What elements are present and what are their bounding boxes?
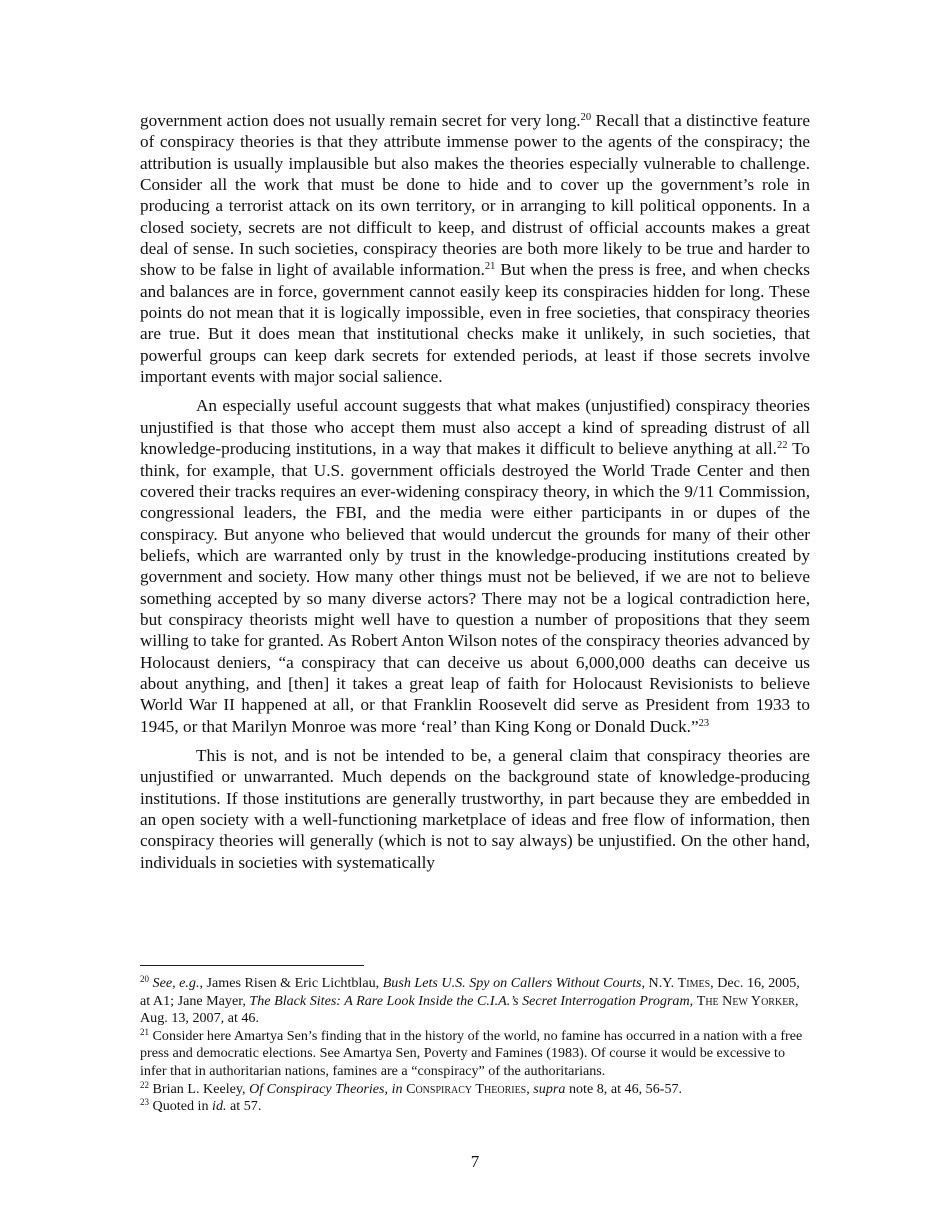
- text-run: To think, for example, that U.S. government officials destroyed the World Trade Center and then covered their tracks requires an ever-widening conspiracy theory, in which the 9/11 Commission, congressional leaders, the FBI, and the media were either participants in or dupes of the conspiracy. But anyone who believed that would undercut the grounds for many of their other beliefs, which are warranted only by trust in the knowledge-producing institutions created by government and society. How many other things must not be believed, if we are not to believe something accepted by so many diverse actors? There may not be a logical contradiction here, but conspiracy theorists might well have to question a number of propositions that they seem willing to take for granted. As Robert Anton Wilson notes of the conspiracy theories advanced by Holocaust deniers, “a conspiracy that can deceive us about 6,000,000 deaths can deceive us about anything, and [then] it takes a great leap of faith for Holocaust Revisionists to believe World War II happened at all, or that Franklin Roosevelt did serve as President from 1933 to 1945, or that Marilyn Monroe was more ‘real’ than King Kong or Donald Duck.”: [140, 439, 810, 736]
- footnote-22: [140, 1081, 810, 1099]
- text-run: An especially useful account suggests that what makes (unjustified) conspiracy theories unjustified is that those who accept them must also accept a kind of spreading distrust of all knowledge-producing institutions, in a way that makes it difficult to believe anything at all.: [140, 396, 810, 459]
- text-run: at 57.: [226, 1098, 262, 1115]
- text-run: ,: [689, 992, 697, 1009]
- signal-italic: supra: [533, 1080, 566, 1097]
- footnote-ref-22[interactable]: 22: [776, 440, 788, 452]
- footnote-number: 20: [140, 974, 149, 984]
- footnotes: [140, 975, 810, 1116]
- article-title: Bush Lets U.S. Spy on Callers Without Courts: [382, 975, 642, 991]
- text-run: ,: [526, 1080, 534, 1097]
- body-text: [140, 110, 810, 881]
- footnote-ref-20[interactable]: 20: [580, 112, 592, 123]
- footnote-ref-21[interactable]: 21: [484, 261, 496, 273]
- text-run: Recall that a distinctive feature of conspiracy theories is that they attribute immense power to the agents of the conspiracy; the attribution is usually implausible but also makes the theories especially vulnerable to challenge. Consider all the work that must be done to hide and to cover up the government’s role in producing a terrorist attack on its own territory, or in arranging to kill political opponents. In a closed society, secrets are not difficult to keep, and distrust of official accounts makes a great deal of sense. In such societies, conspiracy theories are both more likely to be true and harder to show to be false in light of available information.: [140, 111, 811, 280]
- footnote-21: [140, 1028, 810, 1081]
- footnote-number: 22: [140, 1079, 149, 1090]
- text-run: Brian L. Keeley,: [149, 1080, 250, 1097]
- article-title: Of Conspiracy Theories: [249, 1080, 385, 1097]
- footnote-number: 23: [140, 1097, 149, 1108]
- text-run: But when the press is free, and when checks and balances are in force, government cannot easily keep its conspiracies hidden for long. These points do not mean that it is logically impossible, even in free societies, that conspiracy theories are true. But it does mean that institutional checks make it unlikely, in such societies, that powerful groups can keep dark secrets for extended periods, at least if those secrets involve important events with major social salience.: [140, 260, 810, 387]
- footnote-number: 21: [140, 1026, 149, 1037]
- publication-name: Times: [677, 975, 711, 991]
- footnote-ref-23[interactable]: 23: [698, 717, 710, 729]
- publication-name: The New Yorker: [696, 992, 795, 1009]
- signal-italic: id.: [212, 1098, 227, 1115]
- text-run: , Aug. 13, 2007, at 46.: [140, 992, 799, 1027]
- footnote-divider: [140, 965, 364, 966]
- paragraph-1: [140, 110, 810, 387]
- text-run: ,: [384, 1080, 392, 1097]
- page-number: 7: [470, 1152, 480, 1171]
- text-run: government action does not usually remain secret for very long.: [140, 111, 581, 130]
- book-title: Conspiracy Theories: [406, 1080, 527, 1097]
- text-run: This is not, and is not be intended to be, a general claim that conspiracy theories are unjustified or unwarranted. Much depends on the background state of knowledge-producing institutions. If those institutions are generally trustworthy, in part because they are embedded in an open society with a well-functioning marketplace of ideas and free flow of information, then conspiracy theories will generally (which is not to say always) be unjustified. On the other hand, individuals in societies with systematically: [140, 745, 810, 872]
- text-run: , James Risen & Eric Lichtblau,: [199, 975, 383, 991]
- text-run: , Dec. 16, 2005, at A1; Jane Mayer,: [140, 975, 800, 1009]
- signal-italic: See, e.g.: [152, 975, 200, 991]
- signal-italic: in: [391, 1080, 403, 1097]
- text-run: note 8, at 46, 56-57.: [565, 1080, 683, 1097]
- paragraph-2: [140, 395, 810, 737]
- paragraph-3: [140, 745, 810, 873]
- article-title: The Black Sites: A Rare Look Inside the C.I.A.’s Secret Interrogation Program: [249, 992, 690, 1009]
- footnote-20: [140, 975, 810, 1028]
- text-run: Consider here Amartya Sen’s finding that in the history of the world, no famine has occurred in a nation with a free press and democratic elections. See Amartya Sen, Poverty and Famines (1983). Of course it would be excessive to infer that in authoritarian nations, famines are a “conspiracy” of the authoritarians.: [140, 1027, 803, 1079]
- text-run: Quoted in: [149, 1098, 213, 1115]
- footnote-23: [140, 1098, 810, 1116]
- text-run: , N.Y.: [641, 975, 678, 991]
